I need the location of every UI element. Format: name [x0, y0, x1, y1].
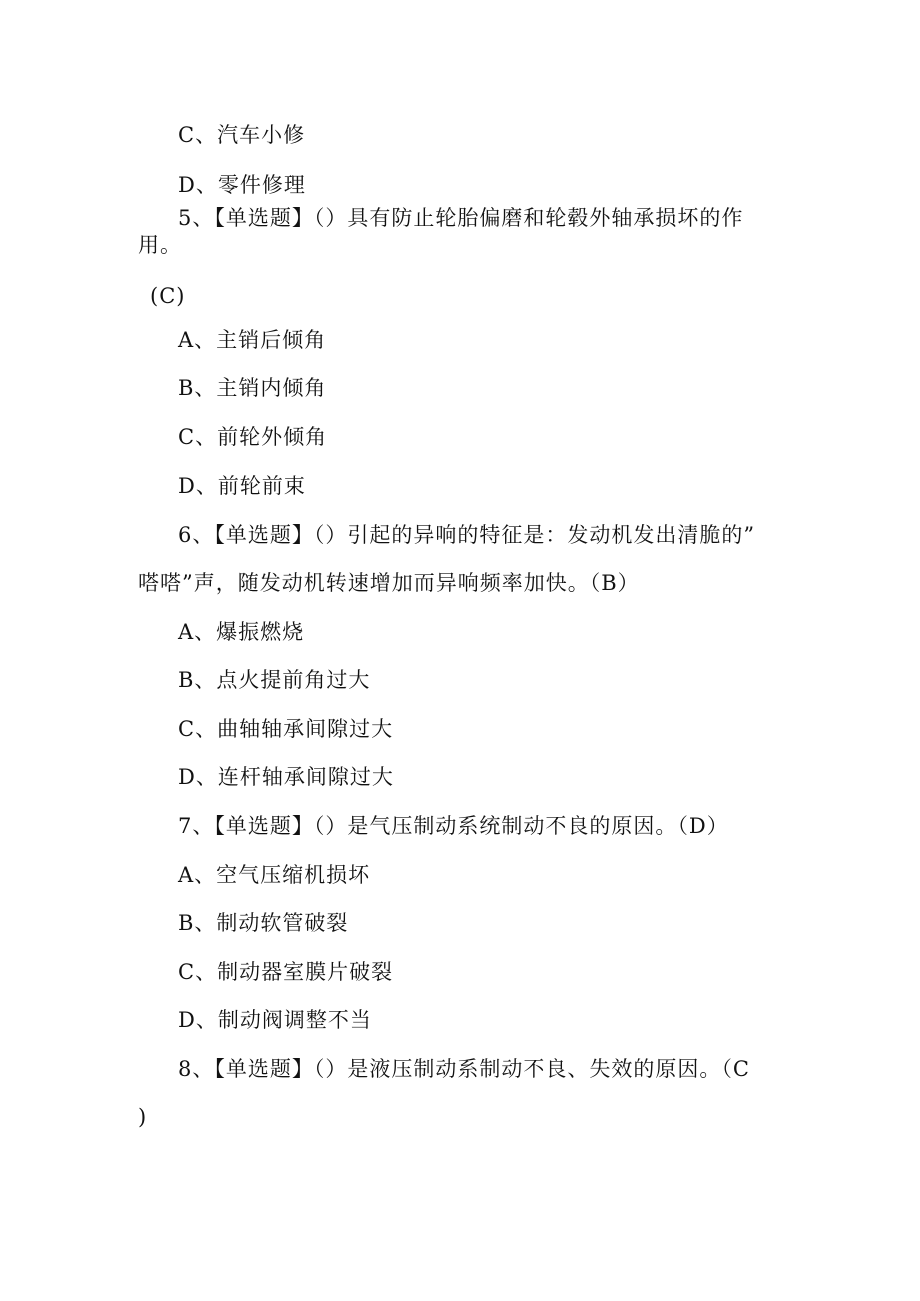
q5-option-d: D、前轮前束: [178, 474, 306, 498]
q6-stem-line-2: 嗒嗒”声，随发动机转速增加而异响频率加快。（B）: [138, 571, 640, 595]
q5-option-b: B、主销内倾角: [178, 376, 327, 400]
q8-stem-line-2: ): [138, 1105, 148, 1129]
q5-stem-line-2: 用。: [138, 233, 182, 257]
q5-stem-line-1: 5、【单选题】（）具有防止轮胎偏磨和轮毂外轴承损坏的作: [178, 206, 744, 230]
q4-option-d: D、零件修理: [178, 173, 306, 197]
q7-option-c: C、制动器室膜片破裂: [178, 960, 394, 984]
q7-option-a: A、空气压缩机损坏: [178, 863, 371, 887]
q6-option-a: A、爆振燃烧: [178, 620, 305, 644]
q7-stem: 7、【单选题】（）是气压制动系统制动不良的原因。（D）: [178, 814, 729, 838]
q5-option-c: C、前轮外倾角: [178, 425, 328, 449]
q6-option-c: C、曲轴轴承间隙过大: [178, 717, 394, 741]
q5-option-a: A、主销后倾角: [178, 328, 327, 352]
q7-option-d: D、制动阀调整不当: [178, 1008, 372, 1032]
q6-option-d: D、连杆轴承间隙过大: [178, 765, 394, 789]
q6-option-b: B、点火提前角过大: [178, 668, 371, 692]
q4-option-c: C、汽车小修: [178, 123, 306, 147]
q8-stem-line-1: 8、【单选题】（）是液压制动系制动不良、失效的原因。（C: [178, 1057, 750, 1081]
q5-answer: (C): [150, 284, 186, 308]
q6-stem-line-1: 6、【单选题】（）引起的异响的特征是：发动机发出清脆的”: [178, 523, 756, 547]
q7-option-b: B、制动软管破裂: [178, 911, 349, 935]
